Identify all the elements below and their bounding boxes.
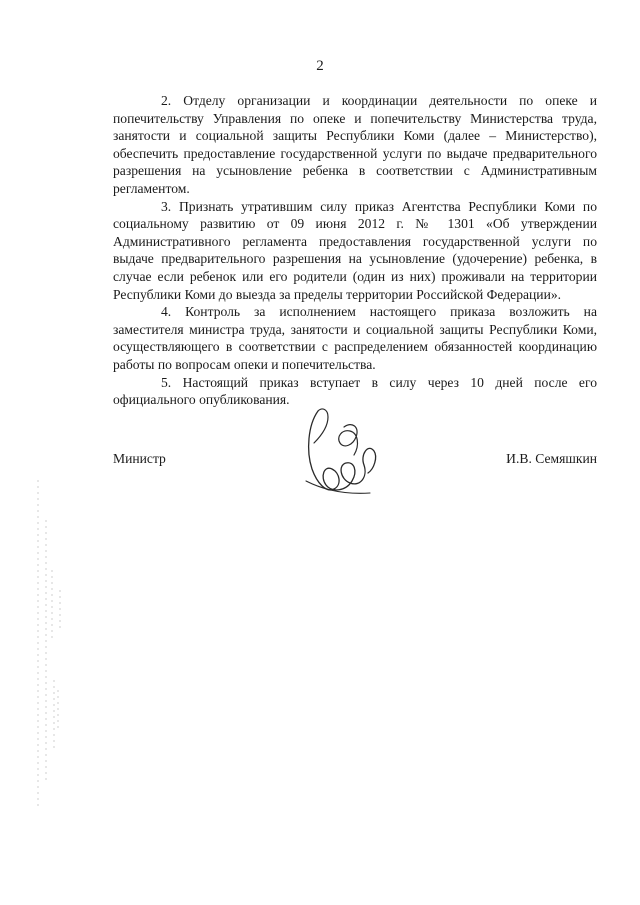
signer-name: И.В. Семяшкин xyxy=(506,451,597,466)
paragraph-5: 5. Настоящий приказ вступает в силу через 10 дней после его официального опубликования. xyxy=(113,374,597,408)
paragraph-2: 2. Отделу организации и координации деятельности по опеке и попечительству Управления по опеке и попечительству Министерства труда, занятости и социальной защиты Республики Коми (далее – Министерство), обеспечить предоставление государственной услуги по выдаче предварительного разрешения на усыновление ребенка в соответствии с Административным регламентом. xyxy=(113,93,597,196)
page-number: 2 xyxy=(316,58,324,74)
paragraph-4: 4. Контроль за исполнением настоящего приказа возложить на заместителя министра труда, занятости и социальной защиты Республики Коми, осуществляющего в соответствии с распределением обязанностей координацию работы по вопросам опеки и попечительства. xyxy=(113,304,597,372)
scan-margin-marks xyxy=(28,480,68,810)
signer-title: Министр xyxy=(113,451,166,466)
document-body xyxy=(113,92,597,409)
handwritten-signature xyxy=(298,403,380,503)
paragraph-3: 3. Признать утратившим силу приказ Агентства Республики Коми по социальному развитию от 09 июня 2012 г. № 1301 «Об утверждении Административного регламента предоставления государственной услуги по выдаче предварительного разрешения на усыновление (удочерение) ребенка, в случае если ребенок или его родители (один из них) проживали на территории Республики Коми до выезда за пределы территории Российской Федерации». xyxy=(113,198,597,302)
